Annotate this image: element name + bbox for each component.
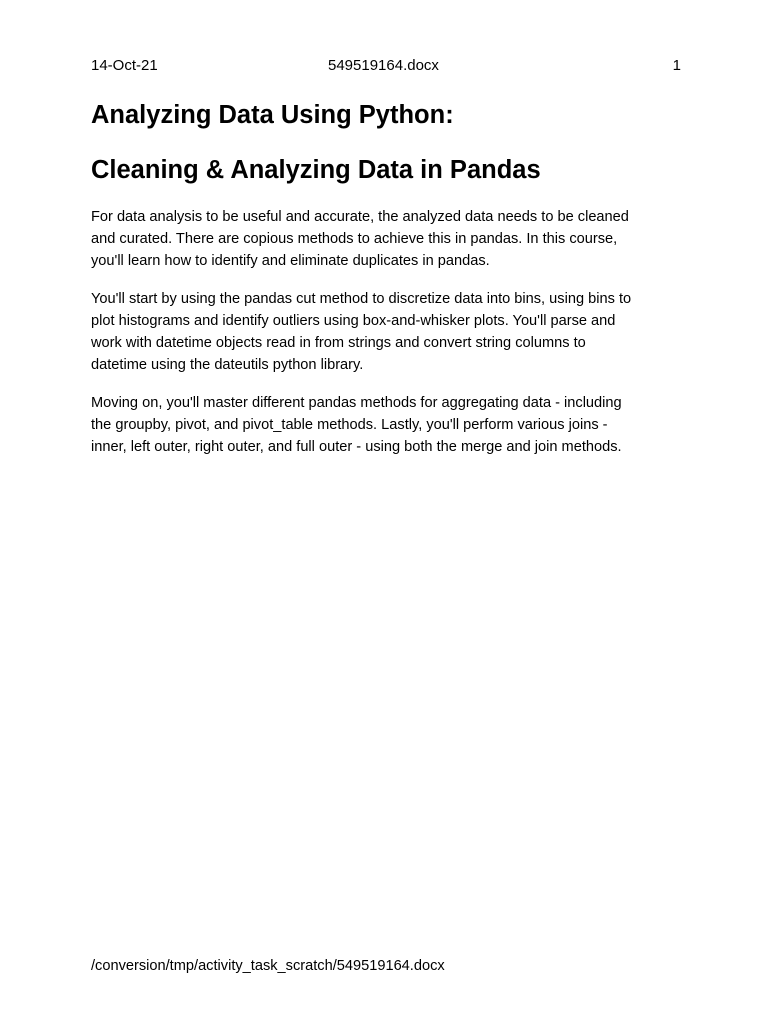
paragraph-line: you'll learn how to identify and eliminate duplicates in pandas. xyxy=(91,253,490,269)
page-footer-path: /conversion/tmp/activity_task_scratch/549519164.docx xyxy=(91,958,445,974)
paragraph-line: work with datetime objects read in from strings and convert string columns to xyxy=(91,335,586,351)
paragraph-line: inner, left outer, right outer, and full outer - using both the merge and join methods. xyxy=(91,439,622,455)
document-subtitle: Cleaning & Analyzing Data in Pandas xyxy=(91,156,541,184)
paragraph-line: the groupby, pivot, and pivot_table methods. Lastly, you'll perform various joins - xyxy=(91,417,608,433)
paragraph-line: datetime using the dateutils python library. xyxy=(91,357,364,373)
header-filename: 549519164.docx xyxy=(328,57,439,74)
document-title: Analyzing Data Using Python: xyxy=(91,101,454,129)
header-date: 14-Oct-21 xyxy=(91,57,158,74)
paragraph-binning xyxy=(91,288,691,376)
paragraph-line: Moving on, you'll master different pandas methods for aggregating data - including xyxy=(91,395,622,411)
page-header xyxy=(91,57,681,77)
header-page-number: 1 xyxy=(672,57,681,74)
paragraph-line: You'll start by using the pandas cut method to discretize data into bins, using bins to xyxy=(91,291,632,307)
paragraph-line: and curated. There are copious methods to achieve this in pandas. In this course, xyxy=(91,231,618,247)
paragraph-aggregation xyxy=(91,392,691,458)
paragraph-intro xyxy=(91,206,691,272)
paragraph-line: For data analysis to be useful and accurate, the analyzed data needs to be cleaned xyxy=(91,209,629,225)
paragraph-line: plot histograms and identify outliers using box-and-whisker plots. You'll parse and xyxy=(91,313,616,329)
